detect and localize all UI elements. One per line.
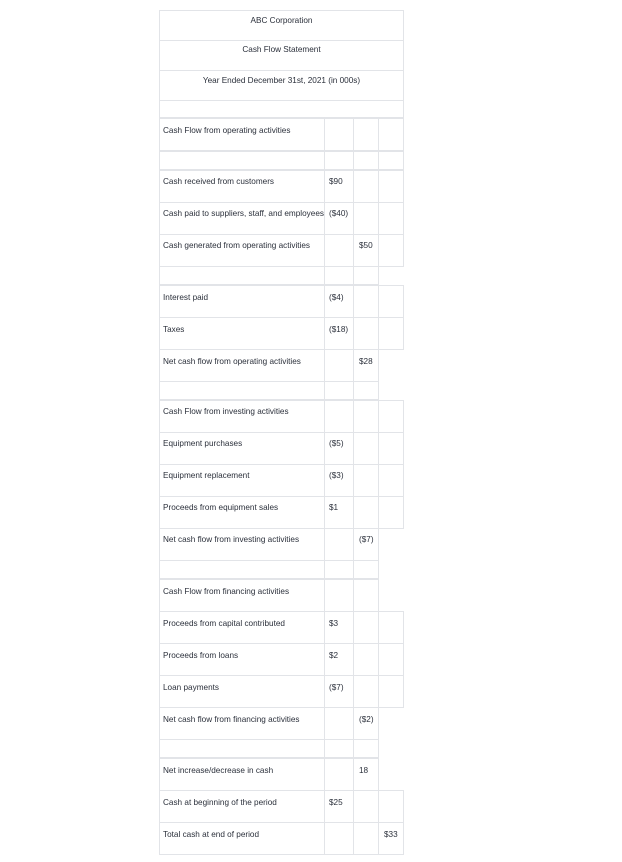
- col-b-cell: [353, 432, 379, 465]
- statement-title: Cash Flow Statement: [242, 45, 321, 54]
- line-item-label: Proceeds from loans: [163, 651, 239, 660]
- amount-a: ($4): [329, 293, 344, 302]
- section-heading: Cash Flow from financing activities: [163, 587, 290, 596]
- line-item-label: Cash received from customers: [163, 177, 275, 186]
- col-c-cell: [378, 317, 404, 350]
- amount-a: $25: [329, 798, 343, 807]
- amount-b: $50: [359, 241, 373, 250]
- col-b-cell: [353, 170, 379, 203]
- col-c-cell: [378, 234, 404, 267]
- amount-a: ($18): [329, 325, 349, 334]
- col-c-cell: [378, 496, 404, 529]
- spacer-row: [324, 151, 354, 170]
- spacer-row: [159, 560, 325, 579]
- spacer-row: [159, 266, 325, 285]
- amount-b: $28: [359, 357, 373, 366]
- amount-a: ($7): [329, 683, 344, 692]
- col-a-cell: [324, 822, 354, 855]
- col-a-cell: [324, 234, 354, 267]
- col-c-cell: [378, 675, 404, 708]
- amount-c: $33: [384, 830, 398, 839]
- amount-a: ($3): [329, 471, 344, 480]
- col-c-cell: [378, 170, 404, 203]
- section-heading: Cash Flow from investing activities: [163, 407, 289, 416]
- spacer-row: [159, 151, 325, 170]
- amount-a: $3: [329, 619, 339, 628]
- amount-a: $2: [329, 651, 339, 660]
- subtotal-label: Net cash flow from investing activities: [163, 535, 300, 544]
- amount-a: $1: [329, 503, 339, 512]
- spacer-row: [159, 739, 325, 758]
- subtotal-label: Net cash flow from financing activities: [163, 715, 300, 724]
- col-b-cell: [353, 118, 379, 151]
- line-item-label: Cash at beginning of the period: [163, 798, 277, 807]
- amount-b: ($2): [359, 715, 374, 724]
- line-item-label: Equipment replacement: [163, 471, 250, 480]
- spacer-row: [324, 381, 354, 400]
- col-a-cell: [324, 400, 354, 433]
- col-b-cell: [353, 464, 379, 497]
- col-b-cell: [353, 285, 379, 318]
- spacer-row: [159, 381, 325, 400]
- line-item-label: Taxes: [163, 325, 185, 334]
- statement-period: Year Ended December 31st, 2021 (in 000s): [202, 76, 361, 85]
- col-a-cell: [324, 758, 354, 791]
- spacer-row: [353, 151, 379, 170]
- spacer-row: [324, 266, 354, 285]
- line-item-label: Proceeds from capital contributed: [163, 619, 285, 628]
- col-c-cell: [378, 118, 404, 151]
- subtotal-label: Cash generated from operating activities: [163, 241, 310, 250]
- spacer-row: [324, 560, 354, 579]
- section-heading: Cash Flow from operating activities: [163, 126, 291, 135]
- spacer-row: [353, 381, 379, 400]
- spacer-row: [378, 151, 404, 170]
- col-b-cell: [353, 496, 379, 529]
- col-b-cell: [353, 400, 379, 433]
- spacer-row: [324, 739, 354, 758]
- col-c-cell: [378, 285, 404, 318]
- col-b-cell: [353, 790, 379, 823]
- line-item-label: Loan payments: [163, 683, 219, 692]
- col-b-cell: [353, 675, 379, 708]
- col-a-cell: [324, 349, 354, 382]
- col-a-cell: [324, 707, 354, 740]
- amount-b: 18: [359, 766, 369, 775]
- col-c-cell: [378, 202, 404, 235]
- amount-a: ($40): [329, 209, 349, 218]
- total-label: Total cash at end of period: [163, 830, 260, 839]
- line-item-label: Interest paid: [163, 293, 209, 302]
- net-change-label: Net increase/decrease in cash: [163, 766, 274, 775]
- amount-b: ($7): [359, 535, 374, 544]
- col-c-cell: [378, 790, 404, 823]
- col-b-cell: [353, 317, 379, 350]
- col-c-cell: [378, 611, 404, 644]
- col-b-cell: [353, 643, 379, 676]
- col-c-cell: [378, 643, 404, 676]
- company-name: ABC Corporation: [250, 16, 313, 25]
- amount-a: ($5): [329, 439, 344, 448]
- col-c-cell: [378, 432, 404, 465]
- line-item-label: Cash paid to suppliers, staff, and employees: [163, 209, 324, 218]
- header-spacer-cell: [159, 100, 404, 118]
- col-b-cell: [353, 822, 379, 855]
- col-b-cell: [353, 202, 379, 235]
- spacer-row: [353, 739, 379, 758]
- col-b-cell: [353, 579, 379, 612]
- subtotal-label: Net cash flow from operating activities: [163, 357, 301, 366]
- line-item-label: Equipment purchases: [163, 439, 243, 448]
- col-c-cell: [378, 400, 404, 433]
- spacer-row: [353, 560, 379, 579]
- line-item-label: Proceeds from equipment sales: [163, 503, 279, 512]
- col-b-cell: [353, 611, 379, 644]
- col-a-cell: [324, 579, 354, 612]
- col-a-cell: [324, 528, 354, 561]
- col-a-cell: [324, 118, 354, 151]
- spacer-row: [353, 266, 379, 285]
- amount-a: $90: [329, 177, 343, 186]
- col-c-cell: [378, 464, 404, 497]
